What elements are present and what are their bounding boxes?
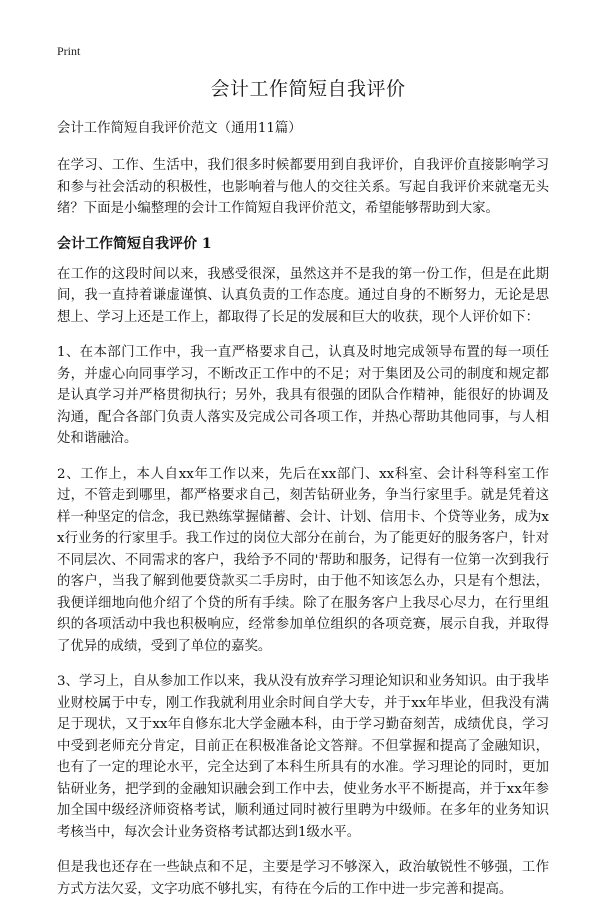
body-paragraph: 2、工作上，本人自xx年工作以来，先后在xx部门、xx科室、会计科等科室工作过，不管走到哪里，都严格要求自己，刻苦钻研业务，争当行家里手。就是凭着这样一种坚定的信念，我已熟练掌握储蓄、会计、计划、信用卡、个贷等业务，成为xx行业务的行家里手。我工作过的岗位大部分在前台，为了能更好的服务客户，针对不同层次、不同需求的客户，我给予不同的'帮助和服务，记得有一位第一次到我行的客户，当我了解到他要贷款买二手房时，由于他不知该怎么办，只是有个想法，我便详细地向他介绍了个贷的所有手续。除了在服务客户上我尽心尽力，在行里组织的各项活动中我也积极响应，经常参加单位组织的各项竞赛，展示自我，并取得了优异的成绩，受到了单位的嘉奖。 <box>57 466 549 654</box>
body-paragraph: 3、学习上，自从参加工作以来，我从没有放弃学习理论知识和业务知识。由于我毕业财校属于中专，刚工作我就利用业余时间自学大专，并于xx年毕业，但我没有满足于现状，又于xx年自修东北大学金融本科，由于学习勤奋刻苦，成绩优良，学习中受到老师充分肯定，目前正在积极准备论文答辩。不但掌握和提高了金融知识，也有了一定的理论水平，完全达到了本科生所具有的水准。学习理论的同时，更加钻研业务，把学到的金融知识融会到工作中去，使业务水平不断提高，并于xx年参加全国中级经济师资格考试，顺利通过同时被行里聘为中级师。在多年的业务知识考核当中，每次会计业务资格考试都达到1级水平。 <box>57 674 549 840</box>
print-label: Print <box>57 44 81 58</box>
document-subtitle: 会计工作简短自我评价范文（通用11篇） <box>57 121 302 136</box>
section-heading: 会计工作简短自我评价 1 <box>57 235 212 252</box>
intro-paragraph: 在学习、工作、生活中，我们很多时候都要用到自我评价，自我评价直接影响学习和参与社会活动的积极性，也影响着与他人的交往关系。写起自我评价来就毫无头绪？下面是小编整理的会计工作简短自我评价范文，希望能够帮助到大家。 <box>57 158 549 216</box>
document-body <box>57 74 549 914</box>
body-paragraph: 1、在本部门工作中，我一直严格要求自己，认真及时地完成领导布置的每一项任务，并虚心向同事学习，不断改正工作中的不足；对于集团及公司的制度和规定都是认真学习并严格贯彻执行；另外，我具有很强的团队合作精神，能很好的协调及沟通，配合各部门负责人落实及完成公司各项工作，并热心帮助其他同事，与人相处和谐融洽。 <box>57 345 549 446</box>
body-paragraph: 在工作的这段时间以来，我感受很深，虽然这并不是我的第一份工作，但是在此期间，我一直持着谦虚谨慎、认真负责的工作态度。通过自身的不断努力，无论是思想上、学习上还是工作上，都取得了长足的发展和巨大的收获，现个人评价如下： <box>57 266 549 325</box>
document-title: 会计工作简短自我评价 <box>210 78 406 100</box>
body-paragraph: 但是我也还存在一些缺点和不足，主要是学习不够深入，政治敏锐性不够强，工作方式方法欠妥，文字功底不够扎实，有待在今后的工作中进一步完善和提高。 <box>57 860 549 897</box>
